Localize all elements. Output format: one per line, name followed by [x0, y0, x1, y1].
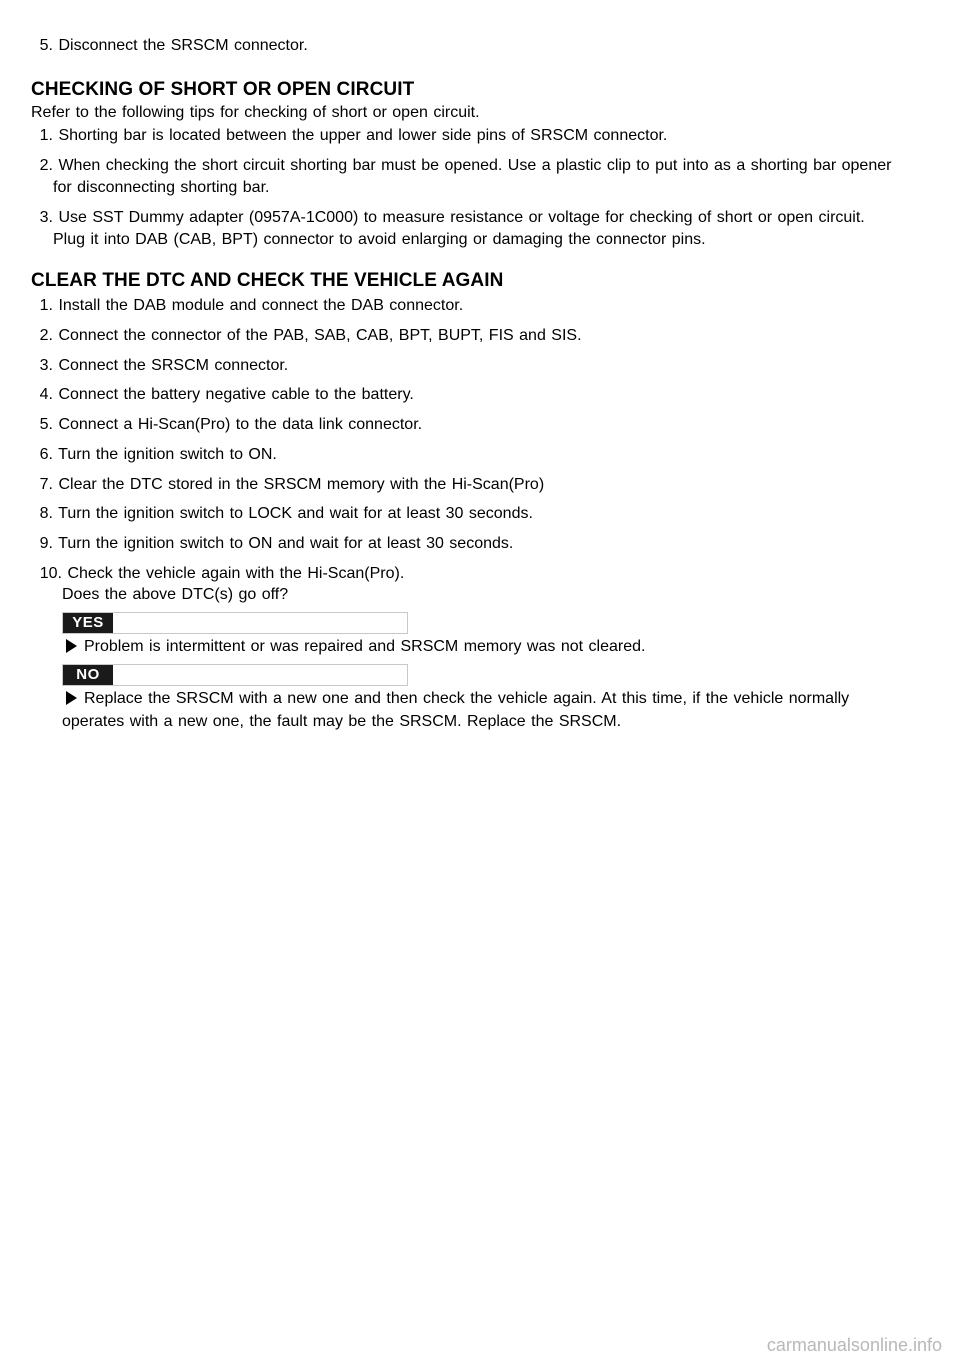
arrow-right-icon	[66, 639, 77, 653]
no-tag: NO	[63, 665, 113, 685]
list-item: 3. Use SST Dummy adapter (0957A-1C000) to measure resistance or voltage for checking of short or open circuit.	[39, 209, 865, 226]
site-watermark: carmanualsonline.info	[766, 1335, 942, 1355]
no-result-bar	[62, 664, 408, 686]
list-item: 1. Install the DAB module and connect the DAB connector.	[39, 297, 464, 314]
list-item-continuation: for disconnecting shorting bar.	[53, 179, 270, 196]
yes-tag: YES	[63, 613, 113, 633]
list-item: 7. Clear the DTC stored in the SRSCM memory with the Hi-Scan(Pro)	[39, 476, 545, 493]
no-result-continuation: operates with a new one, the fault may be the SRSCM. Replace the SRSCM.	[62, 713, 622, 730]
list-item: 5. Connect a Hi-Scan(Pro) to the data link connector.	[39, 416, 423, 433]
step-text: Disconnect the SRSCM connector.	[58, 37, 308, 54]
arrow-right-icon	[66, 691, 77, 705]
list-item: 10. Check the vehicle again with the Hi-Scan(Pro).	[39, 565, 405, 582]
section-heading-short-open: CHECKING OF SHORT OR OPEN CIRCUIT	[31, 79, 415, 100]
list-item: 3. Connect the SRSCM connector.	[39, 357, 289, 374]
list-item: 2. When checking the short circuit shorting bar must be opened. Use a plastic clip to put into as a shorting bar opener	[39, 157, 892, 174]
no-result-text: Replace the SRSCM with a new one and then check the vehicle again. At this time, if the vehicle normally	[66, 688, 849, 710]
list-item: 1. Shorting bar is located between the upper and lower side pins of SRSCM connector.	[39, 127, 668, 144]
section-intro: Refer to the following tips for checking of short or open circuit.	[31, 104, 480, 121]
list-item: 8. Turn the ignition switch to LOCK and wait for at least 30 seconds.	[39, 505, 533, 522]
step-number: 5.	[39, 37, 53, 54]
list-item: 2. Connect the connector of the PAB, SAB, CAB, BPT, BUPT, FIS and SIS.	[39, 327, 582, 344]
intro-step	[33, 35, 308, 57]
list-item: 6. Turn the ignition switch to ON.	[39, 446, 277, 463]
list-item: 4. Connect the battery negative cable to the battery.	[39, 386, 414, 403]
list-item-continuation: Does the above DTC(s) go off?	[62, 586, 289, 603]
yes-result-text: Problem is intermittent or was repaired and SRSCM memory was not cleared.	[66, 636, 645, 658]
list-item-continuation: Plug it into DAB (CAB, BPT) connector to avoid enlarging or damaging the connector pins.	[53, 231, 706, 248]
yes-result-bar	[62, 612, 408, 634]
list-item: 9. Turn the ignition switch to ON and wait for at least 30 seconds.	[39, 535, 514, 552]
section-heading-clear-dtc: CLEAR THE DTC AND CHECK THE VEHICLE AGAIN	[31, 270, 504, 291]
